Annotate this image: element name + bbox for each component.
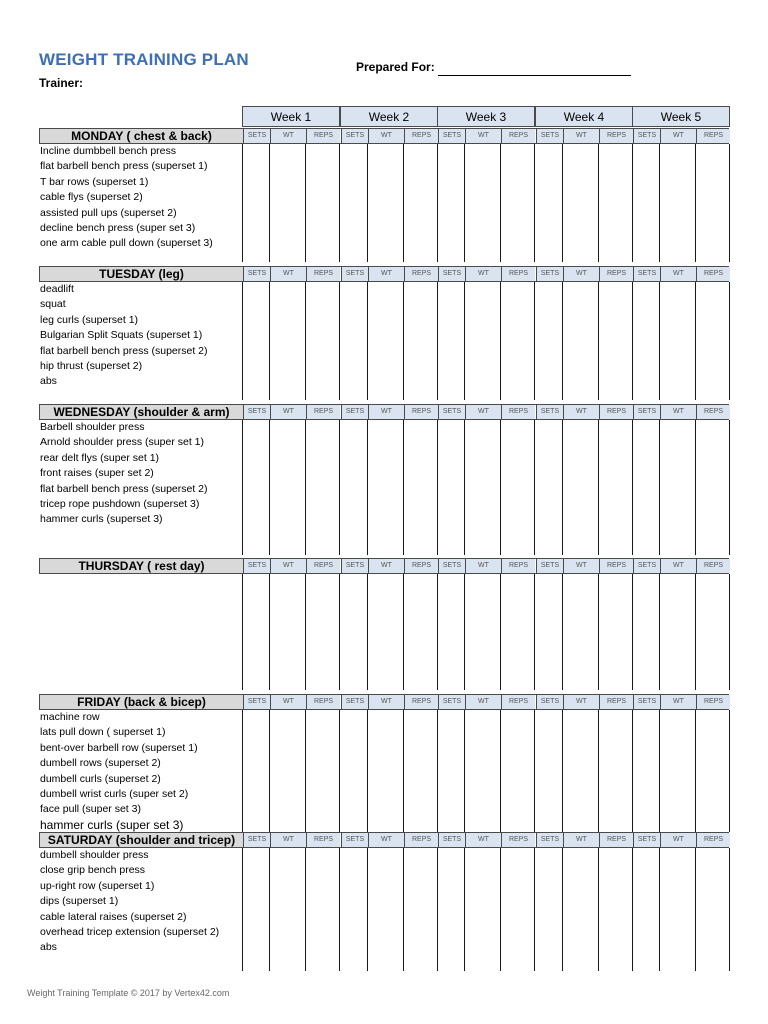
grid-line: [695, 848, 696, 971]
grid-line: [534, 144, 535, 262]
sub-header-wt: WT: [465, 405, 501, 419]
sub-header-sets: SETS: [438, 405, 465, 419]
sub-header-reps: REPS: [599, 833, 633, 847]
exercise-item: up-right row (superset 1): [40, 879, 155, 892]
day-header-row: [39, 404, 729, 420]
sub-header-wt: WT: [465, 833, 501, 847]
grid-line: [403, 574, 404, 690]
sub-header-wt: WT: [368, 833, 404, 847]
grid-line: [534, 848, 535, 971]
sub-header-wt: WT: [563, 559, 599, 573]
grid-line: [437, 710, 438, 832]
exercise-item: rear delt flys (super set 1): [40, 451, 160, 464]
sub-header-wt: WT: [660, 405, 696, 419]
grid-line: [695, 710, 696, 832]
sub-header-sets: SETS: [341, 129, 368, 143]
sub-header-sets: SETS: [438, 695, 465, 709]
grid-line: [269, 574, 270, 690]
exercise-item: Barbell shoulder press: [40, 421, 145, 433]
exercise-item: hip thrust (superset 2): [40, 360, 143, 372]
grid-line: [269, 282, 270, 400]
day-header-row: [39, 266, 729, 282]
prepared-for-label: Prepared For:: [356, 60, 435, 74]
sub-header-sets: SETS: [536, 695, 563, 709]
week-header-4: Week 4: [535, 106, 633, 127]
grid-line: [729, 282, 730, 400]
sub-header-reps: REPS: [599, 695, 633, 709]
sub-header-reps: REPS: [696, 559, 730, 573]
sub-header-wt: WT: [270, 559, 306, 573]
sub-header-sets: SETS: [243, 695, 270, 709]
sub-header-sets: SETS: [341, 267, 368, 281]
exercise-item: hammer curls (superset 3): [40, 513, 163, 526]
sub-header-sets: SETS: [633, 405, 660, 419]
exercise-item: tricep rope pushdown (superset 3): [40, 498, 200, 510]
sub-header-wt: WT: [563, 695, 599, 709]
grid-line: [367, 848, 368, 971]
week-header-5: Week 5: [632, 106, 730, 127]
sub-header-sets: SETS: [341, 559, 368, 573]
exercise-item: flat barbell bench press (superset 1): [40, 160, 208, 173]
trainer-label: Trainer:: [39, 76, 84, 90]
exercise-item: decline bench press (super set 3): [40, 222, 196, 234]
grid-line: [632, 282, 633, 400]
sub-header-sets: SETS: [243, 833, 270, 847]
grid-line: [464, 282, 465, 400]
exercise-item: abs: [40, 375, 57, 388]
sub-header-sets: SETS: [243, 405, 270, 419]
grid-line: [403, 144, 404, 262]
grid-line: [562, 144, 563, 262]
exercise-item: dumbell curls (superset 2): [40, 772, 161, 785]
exercise-item: deadlift: [40, 283, 74, 295]
week-header-2: Week 2: [340, 106, 438, 127]
exercise-item: dumbell wrist curls (super set 2): [40, 788, 189, 800]
prepared-for-field[interactable]: [438, 75, 631, 76]
page-title: WEIGHT TRAINING PLAN: [39, 50, 249, 69]
sub-header-reps: REPS: [696, 267, 730, 281]
grid-line: [437, 574, 438, 690]
grid-line: [695, 144, 696, 262]
grid-line: [659, 144, 660, 262]
grid-line: [500, 420, 501, 555]
grid-line: [305, 710, 306, 832]
sub-header-sets: SETS: [243, 267, 270, 281]
sub-header-reps: REPS: [696, 129, 730, 143]
exercise-item: squat: [40, 298, 66, 311]
day-header-row: [39, 832, 729, 848]
sub-header-wt: WT: [270, 695, 306, 709]
grid-line: [534, 282, 535, 400]
sub-header-sets: SETS: [633, 695, 660, 709]
grid-line: [729, 710, 730, 832]
day-name: THURSDAY ( rest day): [40, 559, 243, 573]
sub-header-wt: WT: [465, 267, 501, 281]
sub-header-sets: SETS: [438, 559, 465, 573]
sub-header-reps: REPS: [404, 129, 438, 143]
sub-header-reps: REPS: [696, 695, 730, 709]
sub-header-wt: WT: [660, 267, 696, 281]
grid-line: [598, 144, 599, 262]
sub-header-sets: SETS: [633, 833, 660, 847]
sub-header-reps: REPS: [599, 559, 633, 573]
sub-header-reps: REPS: [501, 833, 535, 847]
sub-header-sets: SETS: [633, 129, 660, 143]
exercise-item: machine row: [40, 711, 100, 723]
grid-line: [598, 710, 599, 832]
sub-header-reps: REPS: [404, 833, 438, 847]
sub-header-wt: WT: [465, 559, 501, 573]
grid-line: [339, 710, 340, 832]
sub-header-reps: REPS: [501, 405, 535, 419]
sub-header-sets: SETS: [243, 559, 270, 573]
sub-header-reps: REPS: [306, 405, 340, 419]
grid-line: [632, 144, 633, 262]
grid-line: [729, 848, 730, 971]
grid-line: [339, 848, 340, 971]
sub-header-wt: WT: [368, 129, 404, 143]
grid-line: [269, 848, 270, 971]
grid-line: [632, 710, 633, 832]
grid-line: [367, 574, 368, 690]
grid-line: [339, 420, 340, 555]
sub-header-sets: SETS: [341, 405, 368, 419]
exercise-item: dumbell rows (superset 2): [40, 757, 161, 770]
grid-line: [659, 282, 660, 400]
sub-header-wt: WT: [660, 559, 696, 573]
sub-header-wt: WT: [270, 833, 306, 847]
grid-line: [695, 574, 696, 690]
grid-line: [242, 574, 243, 690]
sub-header-reps: REPS: [306, 559, 340, 573]
grid-line: [500, 282, 501, 400]
grid-line: [403, 282, 404, 400]
sub-header-wt: WT: [563, 267, 599, 281]
footer-copyright: Weight Training Template © 2017 by Vertex42.com: [27, 988, 230, 998]
sub-header-wt: WT: [270, 405, 306, 419]
sub-header-sets: SETS: [633, 267, 660, 281]
grid-line: [562, 574, 563, 690]
exercise-item: flat barbell bench press (superset 2): [40, 344, 208, 357]
sub-header-reps: REPS: [501, 695, 535, 709]
exercise-item: lats pull down ( superset 1): [40, 726, 166, 739]
day-header-row: [39, 128, 729, 144]
grid-line: [632, 420, 633, 555]
exercise-item: Incline dumbbell bench press: [40, 145, 176, 157]
sub-header-reps: REPS: [404, 559, 438, 573]
exercise-item: dumbell shoulder press: [40, 849, 149, 861]
grid-line: [562, 420, 563, 555]
grid-line: [242, 710, 243, 832]
grid-line: [500, 710, 501, 832]
day-name: FRIDAY (back & bicep): [40, 695, 243, 709]
grid-line: [695, 420, 696, 555]
day-header-row: [39, 558, 729, 574]
grid-line: [269, 710, 270, 832]
sub-header-sets: SETS: [438, 833, 465, 847]
grid-line: [437, 282, 438, 400]
sub-header-wt: WT: [465, 695, 501, 709]
grid-line: [464, 710, 465, 832]
day-header-row: [39, 694, 729, 710]
sub-header-reps: REPS: [404, 267, 438, 281]
sub-header-wt: WT: [270, 129, 306, 143]
week-header-1: Week 1: [242, 106, 340, 127]
grid-line: [305, 574, 306, 690]
sub-header-sets: SETS: [536, 559, 563, 573]
grid-line: [437, 848, 438, 971]
sub-header-sets: SETS: [243, 129, 270, 143]
sub-header-reps: REPS: [599, 267, 633, 281]
sub-header-reps: REPS: [501, 129, 535, 143]
exercise-item: cable flys (superset 2): [40, 191, 143, 204]
exercise-item: abs: [40, 941, 57, 954]
sub-header-reps: REPS: [599, 129, 633, 143]
grid-line: [464, 144, 465, 262]
grid-line: [339, 282, 340, 400]
grid-line: [659, 710, 660, 832]
grid-line: [729, 144, 730, 262]
grid-line: [305, 420, 306, 555]
sub-header-sets: SETS: [341, 695, 368, 709]
grid-line: [500, 144, 501, 262]
exercise-item: Arnold shoulder press (super set 1): [40, 436, 204, 449]
sub-header-reps: REPS: [404, 695, 438, 709]
sub-header-reps: REPS: [696, 405, 730, 419]
grid-line: [562, 282, 563, 400]
grid-line: [367, 282, 368, 400]
grid-line: [242, 848, 243, 971]
grid-line: [242, 144, 243, 262]
grid-line: [534, 420, 535, 555]
grid-line: [500, 574, 501, 690]
exercise-item: bent-over barbell row (superset 1): [40, 741, 198, 754]
grid-line: [464, 574, 465, 690]
sub-header-reps: REPS: [501, 559, 535, 573]
exercise-item: hammer curls (super set 3): [40, 817, 184, 832]
day-name: MONDAY ( chest & back): [40, 129, 243, 143]
grid-line: [632, 574, 633, 690]
sub-header-wt: WT: [270, 267, 306, 281]
grid-line: [464, 420, 465, 555]
exercise-item: overhead tricep extension (superset 2): [40, 926, 220, 938]
sub-header-sets: SETS: [341, 833, 368, 847]
exercise-item: leg curls (superset 1): [40, 313, 139, 326]
sub-header-reps: REPS: [306, 833, 340, 847]
exercise-item: Bulgarian Split Squats (superset 1): [40, 329, 203, 342]
grid-line: [403, 710, 404, 832]
sub-header-reps: REPS: [404, 405, 438, 419]
grid-line: [500, 848, 501, 971]
sub-header-wt: WT: [368, 267, 404, 281]
sub-header-sets: SETS: [536, 833, 563, 847]
grid-line: [367, 144, 368, 262]
sub-header-wt: WT: [368, 695, 404, 709]
grid-line: [339, 574, 340, 690]
grid-line: [437, 144, 438, 262]
sub-header-wt: WT: [563, 405, 599, 419]
grid-line: [437, 420, 438, 555]
sub-header-reps: REPS: [306, 267, 340, 281]
grid-line: [305, 144, 306, 262]
grid-line: [367, 420, 368, 555]
grid-line: [242, 420, 243, 555]
grid-line: [367, 710, 368, 832]
grid-line: [534, 574, 535, 690]
sub-header-wt: WT: [660, 129, 696, 143]
grid-line: [659, 574, 660, 690]
exercise-item: one arm cable pull down (superset 3): [40, 237, 213, 250]
sub-header-reps: REPS: [696, 833, 730, 847]
grid-line: [598, 574, 599, 690]
sub-header-sets: SETS: [438, 267, 465, 281]
day-name: TUESDAY (leg): [40, 267, 243, 281]
grid-line: [659, 420, 660, 555]
exercise-item: assisted pull ups (superset 2): [40, 206, 177, 219]
grid-line: [242, 282, 243, 400]
exercise-item: T bar rows (superset 1): [40, 175, 149, 188]
grid-line: [269, 420, 270, 555]
grid-line: [305, 848, 306, 971]
day-name: SATURDAY (shoulder and tricep): [40, 833, 243, 847]
grid-line: [269, 144, 270, 262]
exercise-item: front raises (super set 2): [40, 467, 154, 480]
grid-line: [598, 848, 599, 971]
grid-line: [562, 710, 563, 832]
day-name: WEDNESDAY (shoulder & arm): [40, 405, 243, 419]
grid-line: [339, 144, 340, 262]
grid-line: [632, 848, 633, 971]
grid-line: [729, 420, 730, 555]
grid-line: [729, 574, 730, 690]
sub-header-sets: SETS: [536, 129, 563, 143]
grid-line: [305, 282, 306, 400]
grid-line: [659, 848, 660, 971]
sub-header-wt: WT: [368, 559, 404, 573]
grid-line: [464, 848, 465, 971]
grid-line: [403, 420, 404, 555]
sub-header-reps: REPS: [306, 129, 340, 143]
sub-header-reps: REPS: [599, 405, 633, 419]
sub-header-reps: REPS: [501, 267, 535, 281]
sub-header-wt: WT: [368, 405, 404, 419]
week-header-3: Week 3: [437, 106, 535, 127]
grid-line: [598, 282, 599, 400]
sub-header-wt: WT: [465, 129, 501, 143]
sub-header-wt: WT: [563, 129, 599, 143]
grid-line: [534, 710, 535, 832]
exercise-item: cable lateral raises (superset 2): [40, 910, 187, 923]
sub-header-wt: WT: [660, 833, 696, 847]
exercise-item: close grip bench press: [40, 864, 146, 877]
sub-header-sets: SETS: [633, 559, 660, 573]
sub-header-wt: WT: [660, 695, 696, 709]
sub-header-wt: WT: [563, 833, 599, 847]
exercise-item: dips (superset 1): [40, 895, 119, 908]
sub-header-sets: SETS: [536, 405, 563, 419]
sub-header-reps: REPS: [306, 695, 340, 709]
grid-line: [695, 282, 696, 400]
grid-line: [562, 848, 563, 971]
grid-line: [403, 848, 404, 971]
exercise-item: flat barbell bench press (superset 2): [40, 482, 208, 495]
sub-header-sets: SETS: [438, 129, 465, 143]
sub-header-sets: SETS: [536, 267, 563, 281]
exercise-item: face pull (super set 3): [40, 803, 141, 816]
grid-line: [598, 420, 599, 555]
